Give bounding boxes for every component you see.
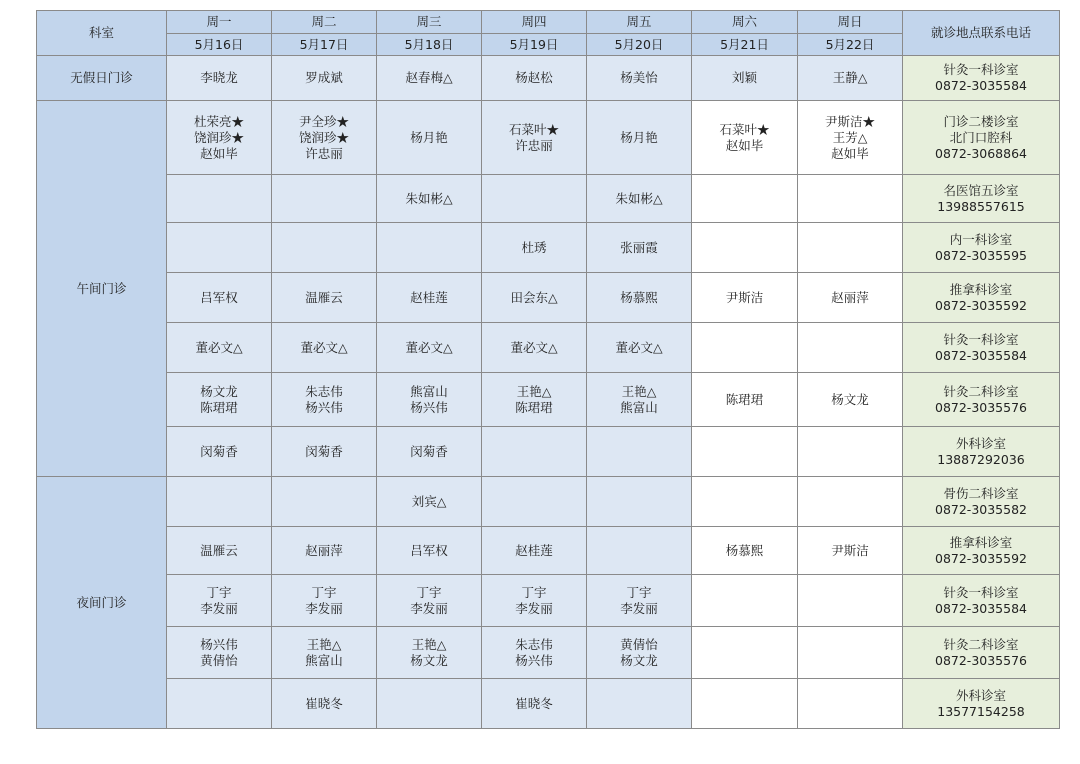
- doctor-cell: [377, 101, 482, 175]
- doctor-cell: [167, 175, 272, 223]
- date-header: 5月21日: [692, 34, 798, 56]
- location-cell: [903, 323, 1060, 373]
- table-row: [37, 223, 1060, 273]
- day-header: 周三: [377, 11, 482, 34]
- table-row: [37, 101, 1060, 175]
- doctor-name: 丁宇: [311, 584, 337, 600]
- doctor-name: 饶润珍★: [298, 129, 349, 145]
- phone-number: 0872-3035582: [935, 501, 1027, 517]
- doctor-name: 熊富山: [305, 652, 343, 668]
- doctor-cell: [377, 477, 482, 527]
- phone-number: 13887292036: [937, 451, 1025, 467]
- doctor-cell: [482, 223, 587, 273]
- table-row: [37, 56, 1060, 101]
- doctor-name: 尹斯洁★: [824, 113, 875, 129]
- doctor-name: 李发丽: [305, 600, 343, 616]
- table-row: [37, 679, 1060, 729]
- doctor-name: 杨月艳: [620, 129, 658, 145]
- doctor-name: 董必文△: [615, 339, 663, 355]
- doctor-cell: [798, 56, 903, 101]
- doctor-cell: [377, 627, 482, 679]
- doctor-cell: [482, 56, 587, 101]
- doctor-cell: [587, 427, 692, 477]
- doctor-name: 张丽霞: [620, 239, 658, 255]
- doctor-name: 赵桂莲: [515, 542, 553, 558]
- doctor-name: 罗成斌: [305, 70, 343, 85]
- doctor-name: 石菜叶★: [719, 121, 770, 137]
- doctor-cell: [482, 575, 587, 627]
- doctor-cell: [272, 175, 377, 223]
- location-name: 外科诊室: [955, 687, 1006, 703]
- location-cell: [903, 56, 1060, 101]
- doctor-cell: [692, 101, 798, 175]
- doctor-cell: [482, 273, 587, 323]
- doctor-cell: [272, 627, 377, 679]
- date-header: 5月19日: [482, 34, 587, 56]
- doctor-name: 陈珺珺: [200, 399, 238, 415]
- doctor-name: 朱如彬△: [615, 190, 663, 206]
- doctor-name: 朱志伟: [515, 636, 553, 652]
- location-cell: [903, 575, 1060, 627]
- doctor-cell: [377, 56, 482, 101]
- doctor-name: 陈珺珺: [725, 391, 764, 407]
- doctor-cell: [587, 101, 692, 175]
- phone-number: 0872-3035595: [935, 247, 1027, 263]
- doctor-name: 温雁云: [305, 289, 343, 305]
- doctor-cell: [272, 323, 377, 373]
- doctor-name: 许忠丽: [515, 137, 553, 153]
- doctor-name: 杨文龙: [200, 383, 238, 399]
- doctor-cell: [377, 575, 482, 627]
- doctor-name: 赵春梅△: [405, 70, 453, 85]
- doctor-name: 杨文龙: [831, 391, 869, 407]
- doctor-cell: [587, 56, 692, 101]
- doctor-cell: [167, 527, 272, 575]
- table-row: [37, 575, 1060, 627]
- table-row: [37, 373, 1060, 427]
- doctor-cell: [482, 427, 587, 477]
- doctor-name: 石菜叶★: [508, 121, 559, 137]
- location-name: 推拿科诊室: [949, 534, 1013, 550]
- doctor-cell: [798, 679, 903, 729]
- phone-number: 0872-3035584: [935, 78, 1027, 93]
- doctor-cell: [167, 56, 272, 101]
- phone-number: 0872-3035592: [935, 550, 1027, 566]
- doctor-name: 闵菊香: [410, 443, 448, 459]
- doctor-name: 赵如毕: [725, 137, 764, 153]
- doctor-name: 杨兴伟: [410, 399, 448, 415]
- doctor-name: 尹斯洁: [725, 289, 764, 305]
- doctor-cell: [167, 627, 272, 679]
- doctor-cell: [272, 273, 377, 323]
- doctor-name: 杨兴伟: [515, 652, 553, 668]
- doctor-name: 赵如毕: [200, 145, 238, 161]
- doctor-cell: [587, 273, 692, 323]
- doctor-cell: [167, 477, 272, 527]
- doctor-name: 赵丽萍: [305, 542, 343, 558]
- doctor-cell: [272, 575, 377, 627]
- doctor-name: 熊富山: [620, 399, 658, 415]
- location-name: 外科诊室: [955, 435, 1006, 451]
- doctor-name: 杨文龙: [620, 652, 658, 668]
- location-cell: [903, 427, 1060, 477]
- doctor-cell: [482, 323, 587, 373]
- doctor-name: 闵菊香: [200, 443, 238, 459]
- doctor-name: 杨赵松: [515, 70, 553, 85]
- doctor-cell: [692, 273, 798, 323]
- doctor-cell: [272, 427, 377, 477]
- day-header: 周二: [272, 11, 377, 34]
- doctor-name: 董必文△: [300, 339, 348, 355]
- doctor-cell: [692, 527, 798, 575]
- doctor-cell: [482, 627, 587, 679]
- doctor-cell: [587, 373, 692, 427]
- doctor-name: 田会东△: [510, 289, 558, 305]
- doctor-cell: [798, 477, 903, 527]
- phone-number: 13988557615: [937, 198, 1025, 214]
- doctor-cell: [272, 223, 377, 273]
- doctor-name: 崔晓冬: [515, 695, 553, 711]
- doctor-name: 黄倩怡: [620, 636, 658, 652]
- doctor-cell: [482, 175, 587, 223]
- doctor-cell: [798, 373, 903, 427]
- doctor-cell: [167, 679, 272, 729]
- doctor-cell: [587, 323, 692, 373]
- doctor-cell: [692, 679, 798, 729]
- doctor-cell: [692, 627, 798, 679]
- doctor-cell: [692, 56, 798, 101]
- doctor-cell: [798, 175, 903, 223]
- doctor-cell: [798, 273, 903, 323]
- location-cell: [903, 101, 1060, 175]
- doctor-cell: [692, 323, 798, 373]
- doctor-name: 赵丽萍: [831, 289, 869, 305]
- doctor-cell: [692, 575, 798, 627]
- day-header: 周六: [692, 11, 798, 34]
- location-name: 门诊二楼诊室: [943, 113, 1019, 129]
- date-header: 5月20日: [587, 34, 692, 56]
- location-cell: [903, 273, 1060, 323]
- doctor-cell: [272, 373, 377, 427]
- doctor-cell: [587, 223, 692, 273]
- doctor-name: 李晓龙: [200, 70, 238, 85]
- location-name: 针灸一科诊室: [943, 331, 1019, 347]
- doctor-name: 李发丽: [620, 600, 658, 616]
- doctor-cell: [692, 477, 798, 527]
- doctor-cell: [692, 373, 798, 427]
- location-cell: [903, 373, 1060, 427]
- doctor-name: 饶润珍★: [193, 129, 244, 145]
- doctor-cell: [272, 679, 377, 729]
- doctor-name: 李发丽: [410, 600, 448, 616]
- date-header: 5月22日: [798, 34, 903, 56]
- doctor-cell: [377, 175, 482, 223]
- doctor-cell: [272, 56, 377, 101]
- dept-cell: 夜间门诊: [37, 477, 167, 729]
- doctor-name: 杨月艳: [410, 129, 448, 145]
- doctor-cell: [272, 527, 377, 575]
- table-row: [37, 627, 1060, 679]
- doctor-cell: [482, 527, 587, 575]
- doctor-cell: [167, 101, 272, 175]
- doctor-cell: [692, 223, 798, 273]
- date-header: 5月17日: [272, 34, 377, 56]
- location-name: 名医馆五诊室: [943, 182, 1019, 198]
- doctor-name: 王芳△: [832, 129, 868, 145]
- doctor-cell: [272, 101, 377, 175]
- doctor-name: 丁宇: [521, 584, 547, 600]
- doctor-name: 赵桂莲: [410, 289, 448, 305]
- doctor-cell: [167, 273, 272, 323]
- doctor-cell: [692, 175, 798, 223]
- location-name: 针灸一科诊室: [943, 62, 1019, 77]
- table-row: [37, 477, 1060, 527]
- doctor-name: 刘颖: [731, 70, 757, 85]
- location-cell: [903, 175, 1060, 223]
- dept-cell: 午间门诊: [37, 101, 167, 477]
- doctor-cell: [798, 323, 903, 373]
- location-name: 北门口腔科: [949, 129, 1013, 145]
- location-cell: [903, 223, 1060, 273]
- table-row: [37, 175, 1060, 223]
- doctor-name: 朱志伟: [305, 383, 343, 399]
- doctor-name: 杨兴伟: [305, 399, 343, 415]
- phone-number: 0872-3035576: [935, 399, 1027, 415]
- doctor-name: 丁宇: [416, 584, 442, 600]
- date-header: 5月18日: [377, 34, 482, 56]
- doctor-cell: [482, 101, 587, 175]
- doctor-name: 王艳△: [306, 636, 342, 652]
- location-cell: [903, 527, 1060, 575]
- phone-number: 0872-3035592: [935, 297, 1027, 313]
- location-cell: [903, 627, 1060, 679]
- doctor-name: 李发丽: [515, 600, 553, 616]
- doctor-cell: [798, 427, 903, 477]
- doctor-name: 王静△: [832, 70, 868, 85]
- doctor-name: 崔晓冬: [305, 695, 343, 711]
- doctor-name: 丁宇: [626, 584, 652, 600]
- phone-number: 0872-3035576: [935, 652, 1027, 668]
- doctor-cell: [377, 323, 482, 373]
- phone-number: 0872-3035584: [935, 600, 1027, 616]
- doctor-cell: [482, 477, 587, 527]
- doctor-name: 杜荣亮★: [193, 113, 244, 129]
- doctor-name: 董必文△: [195, 339, 243, 355]
- doctor-name: 温雁云: [200, 542, 238, 558]
- location-name: 内一科诊室: [949, 231, 1013, 247]
- day-header: 周一: [167, 11, 272, 34]
- doctor-name: 李发丽: [200, 600, 238, 616]
- doctor-name: 杨兴伟: [200, 636, 238, 652]
- doctor-name: 朱如彬△: [405, 190, 453, 206]
- doctor-cell: [798, 627, 903, 679]
- doctor-cell: [798, 575, 903, 627]
- doctor-cell: [167, 323, 272, 373]
- doctor-cell: [377, 273, 482, 323]
- doctor-cell: [482, 679, 587, 729]
- doctor-cell: [587, 175, 692, 223]
- doctor-name: 陈珺珺: [515, 399, 553, 415]
- doctor-name: 闵菊香: [305, 443, 343, 459]
- day-header: 周五: [587, 11, 692, 34]
- schedule-table: [36, 10, 1060, 729]
- doctor-name: 黄倩怡: [200, 652, 238, 668]
- phone-number: 0872-3068864: [935, 145, 1027, 161]
- doctor-name: 刘宾△: [411, 493, 447, 509]
- doctor-name: 王艳△: [621, 383, 657, 399]
- table-row: [37, 273, 1060, 323]
- day-header: 周日: [798, 11, 903, 34]
- doctor-name: 王艳△: [516, 383, 552, 399]
- doctor-cell: [377, 373, 482, 427]
- doctor-cell: [587, 679, 692, 729]
- doctor-cell: [167, 575, 272, 627]
- location-name: 推拿科诊室: [949, 281, 1013, 297]
- doctor-cell: [167, 223, 272, 273]
- doctor-name: 尹全珍★: [298, 113, 349, 129]
- doctor-cell: [692, 427, 798, 477]
- doctor-name: 董必文△: [405, 339, 453, 355]
- location-name: 针灸二科诊室: [943, 636, 1019, 652]
- doctor-cell: [798, 223, 903, 273]
- doctor-name: 熊富山: [410, 383, 448, 399]
- doctor-name: 吕军权: [410, 542, 448, 558]
- doctor-cell: [377, 223, 482, 273]
- table-row: [37, 427, 1060, 477]
- location-cell: [903, 477, 1060, 527]
- schedule-body: [37, 56, 1060, 729]
- table-row: [37, 323, 1060, 373]
- phone-number: 0872-3035584: [935, 347, 1027, 363]
- doctor-cell: [798, 101, 903, 175]
- doctor-name: 许忠丽: [305, 145, 343, 161]
- doctor-cell: [377, 527, 482, 575]
- date-header: 5月16日: [167, 34, 272, 56]
- location-name: 针灸二科诊室: [943, 383, 1019, 399]
- dept-header: 科室: [37, 11, 167, 56]
- day-header: 周四: [482, 11, 587, 34]
- doctor-cell: [587, 477, 692, 527]
- doctor-name: 赵如毕: [831, 145, 869, 161]
- doctor-name: 王艳△: [411, 636, 447, 652]
- doctor-cell: [167, 427, 272, 477]
- doctor-name: 杨慕熙: [620, 289, 658, 305]
- location-name: 针灸一科诊室: [943, 584, 1019, 600]
- doctor-cell: [587, 527, 692, 575]
- location-header: 就诊地点联系电话: [903, 11, 1060, 56]
- doctor-name: 杜琇: [521, 239, 547, 255]
- table-row: [37, 527, 1060, 575]
- location-cell: [903, 679, 1060, 729]
- doctor-cell: [798, 527, 903, 575]
- doctor-cell: [377, 427, 482, 477]
- doctor-cell: [377, 679, 482, 729]
- doctor-name: 吕军权: [200, 289, 238, 305]
- doctor-cell: [482, 373, 587, 427]
- doctor-cell: [167, 373, 272, 427]
- phone-number: 13577154258: [937, 703, 1025, 719]
- doctor-cell: [587, 627, 692, 679]
- doctor-name: 尹斯洁: [831, 542, 869, 558]
- dept-cell: 无假日门诊: [37, 56, 167, 101]
- doctor-name: 董必文△: [510, 339, 558, 355]
- doctor-cell: [272, 477, 377, 527]
- doctor-name: 丁宇: [206, 584, 232, 600]
- doctor-name: 杨美怡: [620, 70, 658, 85]
- doctor-name: 杨慕熙: [725, 542, 764, 558]
- doctor-cell: [587, 575, 692, 627]
- doctor-name: 杨文龙: [410, 652, 448, 668]
- location-name: 骨伤二科诊室: [943, 485, 1019, 501]
